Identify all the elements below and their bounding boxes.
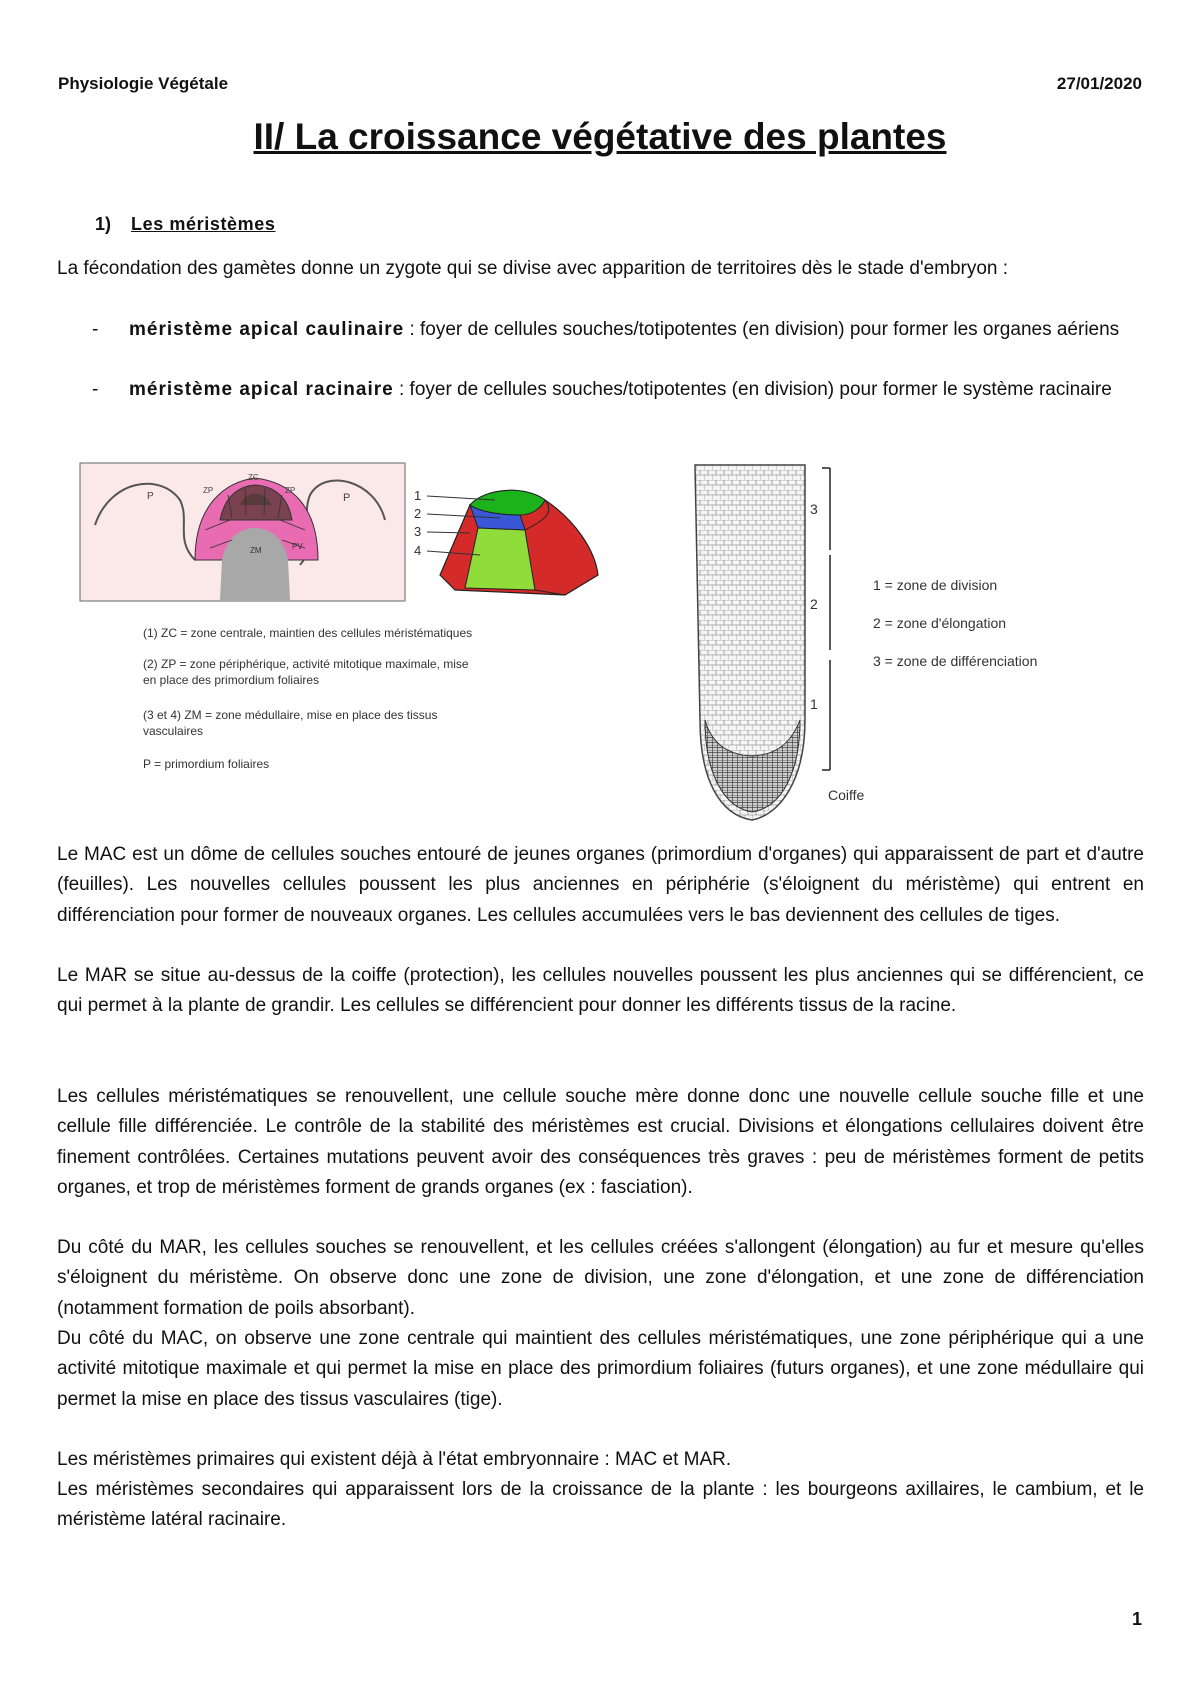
label-zp-left: ZP [203, 486, 214, 495]
header-course: Physiologie Végétale [58, 74, 229, 93]
coiffe-label: Coiffe [828, 787, 865, 803]
root-tip-diagram [695, 465, 865, 820]
paragraph-mac-zones: Du côté du MAC, on observe une zone centrale qui maintient des cellules méristématiques, une zone périphérique qui a une activité mitotique maximale et qui permet la mise en place des primordium foliaires (futurs organes), et une zone médullaire qui permet la mise en place des tissus vasculaires (tige). [57, 1328, 1144, 1410]
meristem-dome-diagram [414, 488, 598, 595]
paragraph-mar: Le MAR se situe au-dessus de la coiffe (protection), les cellules nouvelles poussent les plus anciennes qui se différencient, ce qui permet à la plante de grandir. Les cellules se différencient pour donner les différents tissus de la racine. [57, 965, 1144, 1017]
bullet-term: méristème apical caulinaire [129, 319, 405, 340]
mac-section-diagram [80, 463, 405, 601]
paragraph-mac: Le MAC est un dôme de cellules souches entouré de jeunes organes (primordium d'organes) qui apparaissent de part et d'autre (feuilles). Les nouvelles cellules poussent les plus anciennes en périphérie (s'éloignent du méristème) qui entrent en différenciation pour former de nouveaux organes. Les cellules accumulées vers le bas deviennent des cellules de tiges. [57, 844, 1144, 926]
label-zm: ZM [250, 546, 262, 555]
bullet-text: : foyer de cellules souches/totipotentes (en division) pour former les organes aériens [404, 319, 1120, 340]
dome-number-1: 1 [414, 488, 422, 503]
legend-line: P = primordium foliaires [143, 757, 270, 771]
legend-line: vasculaires [143, 724, 204, 738]
dome-number-4: 4 [414, 543, 422, 558]
mac-legend [143, 626, 472, 771]
label-p-right: P [343, 492, 351, 504]
label-pv: PV [292, 542, 303, 551]
label-p-left: P [147, 491, 154, 502]
paragraph-renewal: Les cellules méristématiques se renouvellent, une cellule souche mère donne donc une nouvelle cellule souche fille et une cellule fille différenciée. Le contrôle de la stabilité des méristèmes est crucial. Divisions et élongations cellulaires doivent être finement contrôlées. Certaines mutations peuvent avoir des conséquences très graves : peu de méristèmes forment de petits organes, et trop de méristèmes forment de grands organes (ex : fasciation). [57, 1086, 1144, 1198]
figures-area [0, 0, 1200, 830]
intro-paragraph: La fécondation des gamètes donne un zygote qui se divise avec apparition de territoires dès le stade d'embryon : [57, 258, 1009, 279]
section-number: 1) [95, 214, 112, 234]
root-legend-line: 2 = zone d'élongation [873, 615, 1007, 631]
bullet-text: : foyer de cellules souches/totipotentes (en division) pour former le système racinaire [393, 379, 1112, 400]
root-legend-line: 1 = zone de division [873, 577, 998, 593]
dome-number-2: 2 [414, 506, 422, 521]
page-title: II/ La croissance végétative des plantes [253, 116, 947, 157]
paragraph-primary: Les méristèmes primaires qui existent déjà à l'état embryonnaire : MAC et MAR. [57, 1449, 732, 1470]
legend-line: en place des primordium foliaires [143, 673, 320, 687]
zone-number-2: 2 [810, 596, 818, 612]
header-date: 27/01/2020 [1056, 74, 1142, 93]
zone-number-3: 3 [810, 501, 818, 517]
bullet-dash: - [92, 379, 99, 400]
legend-line: (1) ZC = zone centrale, maintien des cellules méristématiques [143, 626, 473, 640]
bullet-dash: - [92, 319, 99, 340]
legend-line: (2) ZP = zone périphérique, activité mitotique maximale, mise [143, 657, 469, 671]
root-legend [873, 577, 1037, 669]
paragraph-mar-zones: Du côté du MAR, les cellules souches se renouvellent, et les cellules créées s'allongent (élongation) au fur et mesure qu'elles s'éloignent du méristème. On observe donc une zone de division, une zone d'élongation, et une zone de différenciation (notamment formation de poils absorbant). [57, 1237, 1144, 1319]
dome-number-3: 3 [414, 524, 422, 539]
section-label: Les méristèmes [131, 214, 276, 234]
bullet-term: méristème apical racinaire [129, 379, 394, 400]
root-legend-line: 3 = zone de différenciation [873, 653, 1038, 669]
label-zc: ZC [248, 473, 259, 482]
legend-line: (3 et 4) ZM = zone médullaire, mise en place des tissus [143, 708, 438, 722]
label-zp-right: ZP [285, 486, 296, 495]
zone-number-1: 1 [810, 696, 818, 712]
page-number: 1 [1131, 1609, 1142, 1629]
paragraph-secondary: Les méristèmes secondaires qui apparaissent lors de la croissance de la plante : les bourgeons axillaires, le cambium, et le méristème latéral racinaire. [57, 1479, 1144, 1531]
